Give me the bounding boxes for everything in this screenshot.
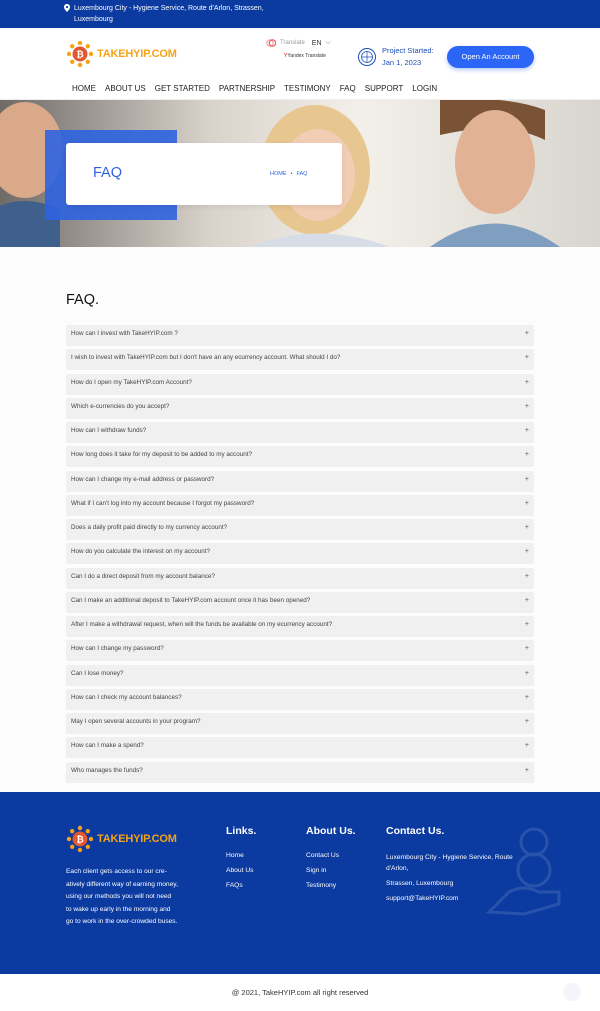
faq-item[interactable]	[66, 349, 534, 370]
scroll-to-top-button[interactable]	[563, 983, 581, 1001]
site-logo[interactable]	[66, 40, 177, 68]
faq-question[interactable]: How can I check my account balances?	[71, 693, 182, 701]
plus-expand-icon[interactable]: +	[524, 354, 529, 362]
project-started-date: Jan 1, 2023	[382, 58, 422, 67]
project-started-label: Project Started:	[382, 46, 434, 55]
faq-item[interactable]	[66, 568, 534, 589]
faq-question[interactable]: Who manages the funds?	[71, 766, 143, 774]
faq-item[interactable]	[66, 495, 534, 516]
globe-clock-icon	[357, 47, 377, 67]
footer-link-sign-in[interactable]: Sign in	[306, 867, 327, 874]
language-select[interactable]: EN	[311, 39, 322, 47]
translate-icon	[266, 38, 276, 48]
footer-link-faqs[interactable]: FAQs	[226, 882, 243, 889]
open-account-button[interactable]: Open An Account	[447, 46, 534, 68]
plus-expand-icon[interactable]: +	[524, 572, 529, 580]
plus-expand-icon[interactable]: +	[524, 742, 529, 750]
site-footer	[0, 792, 600, 974]
footer-logo-text: TAKEHYIP.COM	[97, 833, 177, 845]
nav-home[interactable]: HOME	[72, 84, 96, 93]
faq-item[interactable]	[66, 665, 534, 686]
footer-about-title: About Us.	[306, 825, 356, 837]
faq-question[interactable]: How can I change my password?	[71, 645, 164, 653]
page-hero	[0, 100, 600, 247]
footer-links-title: Links.	[226, 825, 257, 837]
faq-question[interactable]: Does a daily profit paid directly to my currency account?	[71, 524, 228, 531]
nav-login[interactable]: LOGIN	[412, 84, 438, 93]
footer-link-home[interactable]: Home	[226, 852, 244, 859]
footer-link-about-us[interactable]: About Us	[226, 867, 254, 874]
faq-question[interactable]: How do you calculate the interest on my account?	[71, 548, 210, 556]
breadcrumb-separator-icon: •	[290, 171, 293, 177]
breadcrumb-current: FAQ	[296, 171, 308, 177]
top-info-bar	[0, 0, 600, 28]
chevron-down-icon[interactable]: ⌵	[325, 39, 331, 46]
breadcrumb	[270, 171, 307, 177]
faq-item[interactable]	[66, 543, 534, 564]
plus-expand-icon[interactable]: +	[524, 766, 529, 774]
hand-coin-decoration-icon	[484, 822, 564, 922]
nav-support[interactable]: SUPPORT	[364, 84, 404, 93]
faq-question[interactable]: How can I invest with TakeHYIP.com ?	[71, 330, 178, 337]
faq-question[interactable]: How can I change my e-mail address or password?	[71, 475, 215, 483]
faq-question[interactable]: How long does it take for my deposit to be added to my account?	[71, 451, 252, 459]
plus-expand-icon[interactable]: +	[524, 427, 529, 434]
nav-faq[interactable]: FAQ	[339, 84, 356, 93]
svg-text:₿: ₿	[76, 50, 84, 61]
hero-title-card	[66, 143, 342, 205]
svg-text:₿: ₿	[76, 835, 84, 846]
faq-question[interactable]: Can I lose money?	[71, 669, 124, 677]
faq-item[interactable]	[66, 762, 534, 783]
plus-expand-icon[interactable]: +	[524, 330, 529, 337]
faq-item[interactable]	[66, 422, 534, 443]
faq-item[interactable]	[66, 446, 534, 467]
faq-item[interactable]	[66, 374, 534, 395]
faq-heading: FAQ.	[66, 292, 100, 308]
faq-question[interactable]: How do I open my TakeHYIP.com Account?	[71, 378, 192, 386]
plus-expand-icon[interactable]: +	[524, 596, 529, 604]
faq-question[interactable]: Can I do a direct deposit from my account balance?	[71, 572, 215, 580]
top-address: Luxembourg City - Hygiene Service, Route d'Arlon, Strassen, Luxembourg	[74, 5, 264, 23]
faq-item[interactable]	[66, 592, 534, 613]
plus-expand-icon[interactable]: +	[524, 475, 529, 483]
faq-question[interactable]: How can I withdraw funds?	[71, 427, 147, 434]
footer-contact-email[interactable]: support@TakeHYIP.com	[386, 895, 459, 902]
sun-coin-logo-icon	[66, 825, 94, 853]
faq-question[interactable]: How can I make a spend?	[71, 742, 144, 750]
faq-question[interactable]: What if I can't log into my account because I forgot my password?	[71, 499, 255, 507]
footer-contact-city: Strassen, Luxembourg	[386, 880, 454, 887]
plus-expand-icon[interactable]: +	[524, 378, 529, 386]
main-nav	[72, 84, 446, 93]
footer-about-column	[306, 825, 356, 897]
plus-expand-icon[interactable]: +	[524, 499, 529, 507]
translate-widget[interactable]	[266, 38, 331, 48]
plus-expand-icon[interactable]: +	[524, 718, 529, 725]
faq-question[interactable]: I wish to invest with TakeHYIP.com but I don't have an any ecurrency account. What should I do?	[71, 354, 341, 362]
footer-link-testimony[interactable]: Testimony	[306, 882, 337, 889]
faq-question[interactable]: Can I make an additional deposit to TakeHYIP.com account once it has been opened?	[71, 596, 311, 604]
faq-question[interactable]: Which e-currencies do you accept?	[71, 402, 170, 410]
faq-item[interactable]	[66, 616, 534, 637]
faq-section	[0, 247, 600, 792]
faq-item[interactable]	[66, 519, 534, 540]
nav-testimony[interactable]: TESTIMONY	[284, 84, 331, 93]
nav-get-started[interactable]: GET STARTED	[154, 84, 210, 93]
project-started	[357, 45, 434, 69]
footer-logo[interactable]	[66, 825, 177, 853]
sun-coin-logo-icon	[66, 40, 94, 68]
footer-contact-address: Luxembourg City - Hygiene Service, Route d'Arlon,	[386, 854, 513, 872]
plus-expand-icon[interactable]: +	[524, 621, 529, 628]
plus-expand-icon[interactable]: +	[524, 693, 529, 701]
footer-links-column	[226, 825, 256, 897]
yandex-translate-label: YYandex Translate	[284, 53, 326, 59]
plus-expand-icon[interactable]: +	[524, 524, 529, 531]
logo-text: TAKEHYIP.COM	[97, 48, 177, 60]
nav-about-us[interactable]: ABOUT US	[105, 84, 146, 93]
faq-item[interactable]	[66, 737, 534, 758]
page-title: FAQ	[93, 165, 123, 181]
faq-item[interactable]	[66, 713, 534, 734]
faq-question[interactable]: May I open several accounts in your program?	[71, 718, 201, 725]
faq-item[interactable]	[66, 471, 534, 492]
copyright-bar: @ 2021, TakeHYIP.com all right reserved	[0, 974, 600, 1011]
footer-contact-title: Contact Us.	[386, 825, 445, 837]
faq-item[interactable]	[66, 398, 534, 419]
plus-expand-icon[interactable]: +	[524, 402, 529, 410]
plus-expand-icon[interactable]: +	[524, 548, 529, 556]
plus-expand-icon[interactable]: +	[524, 645, 529, 653]
breadcrumb-home[interactable]: HOME	[270, 171, 287, 177]
plus-expand-icon[interactable]: +	[524, 669, 529, 677]
faq-question[interactable]: After I make a withdrawal request, when will the funds be available on my ecurrency account?	[71, 621, 333, 628]
faq-accordion	[66, 325, 534, 786]
site-header	[0, 28, 600, 100]
plus-expand-icon[interactable]: +	[524, 451, 529, 459]
faq-item[interactable]	[66, 325, 534, 346]
faq-item[interactable]	[66, 640, 534, 661]
nav-partnership[interactable]: PARTNERSHIP	[218, 84, 276, 93]
footer-description: Each client gets access to our cre-atively different way of earning money, using our methods you will not need to wake up early in the morning and go to work in the over-crowded buses.	[66, 868, 178, 926]
faq-item[interactable]	[66, 689, 534, 710]
translate-label: Translate	[280, 40, 305, 46]
footer-link-contact-us[interactable]: Contact Us	[306, 852, 340, 859]
location-pin-icon	[64, 4, 70, 12]
